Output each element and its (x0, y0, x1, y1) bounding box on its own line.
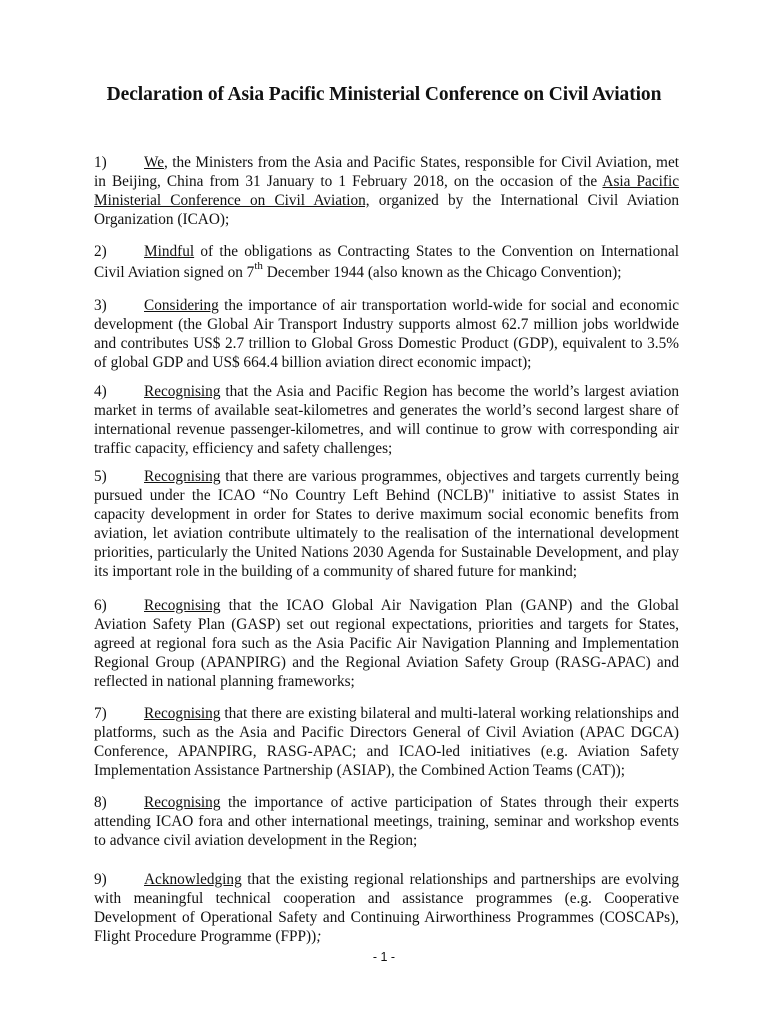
paragraph-number: 3) (94, 297, 107, 314)
paragraph-number: 2) (94, 243, 107, 260)
paragraph-end: ; (316, 927, 322, 945)
paragraph-text: of the obligations as Contracting States to the Convention on International Civil Aviation signed on 7 (94, 243, 679, 281)
paragraph-number: 7) (94, 705, 107, 722)
paragraph-number: 9) (94, 871, 107, 888)
paragraph-text: December 1944 (also known as the Chicago Convention); (262, 264, 622, 281)
paragraph-text: organized by the International Civil Aviation Organization (ICAO); (94, 191, 679, 228)
page-number: - 1 - (372, 950, 396, 964)
conference-name: Asia Pacific Ministerial Conference on Civil Aviation, (94, 172, 679, 209)
paragraph-lead: Recognising (144, 794, 221, 811)
paragraph-lead: Mindful (144, 243, 195, 260)
paragraph-4 (94, 383, 679, 459)
paragraph-lead: Recognising (144, 597, 221, 614)
page-title: Declaration of Asia Pacific Ministerial Conference on Civil Aviation (106, 84, 662, 105)
paragraph-lead: Acknowledging (144, 871, 242, 888)
paragraph-1 (94, 154, 679, 230)
paragraph-5 (94, 468, 679, 581)
superscript: th (254, 260, 263, 272)
paragraph-text: that the existing regional relationships and partnerships are evolving with meaningful technical cooperation and assistance programmes (e.g. Cooperative Development of Operational Safety and Continuing Airworthiness Programmes (COSCAPs), Flight Procedure Programme (FPP)) (94, 871, 679, 945)
paragraph-3 (94, 297, 679, 373)
paragraph-lead: Recognising (144, 705, 221, 722)
paragraph-text: , the Ministers from the Asia and Pacific States, responsible for Civil Aviation, met in Beijing, China from 31 January to 1 February 2018, on the occasion of the (94, 154, 679, 190)
paragraph-number: 6) (94, 597, 107, 614)
paragraph-7 (94, 705, 679, 781)
paragraph-lead: Recognising (144, 468, 221, 485)
paragraph-9 (94, 871, 679, 947)
paragraph-text: that the Asia and Pacific Region has become the world’s largest aviation market in terms of available seat-kilometres and generates the world’s second largest share of international revenue passenger-kilometres, and will continue to grow with corresponding air traffic capacity, efficiency and safety challenges; (94, 383, 679, 457)
paragraph-6 (94, 597, 679, 692)
paragraph-number: 8) (94, 794, 107, 811)
paragraph-text: the importance of air transportation world-wide for social and economic development (the Global Air Transport Industry supports almost 62.7 million jobs worldwide and contributes US$ 2.7 trillion to Global Gross Domestic Product (GDP), equivalent to 3.5% of global GDP and US$ 664.4 billion aviation direct economic impact); (94, 297, 679, 371)
paragraph-number: 4) (94, 383, 107, 400)
paragraph-lead: We (144, 154, 165, 171)
paragraph-8 (94, 794, 679, 851)
paragraph-number: 5) (94, 468, 107, 485)
paragraph-lead: Considering (144, 297, 219, 314)
paragraph-text: that there are existing bilateral and multi-lateral working relationships and platforms, such as the Asia and Pacific Directors General of Civil Aviation (APAC DGCA) Conference, APANPIRG, RASG-APAC; and ICAO-led initiatives (e.g. Aviation Safety Implementation Assistance Partnership (ASIAP), the Combined Action Teams (CAT)); (94, 705, 679, 779)
paragraph-lead: Recognising (144, 383, 221, 400)
paragraph-2 (94, 241, 679, 283)
paragraph-number: 1) (94, 154, 107, 171)
paragraph-text: the importance of active participation of States through their experts attending ICAO fora and other international meetings, training, seminar and workshop events to advance civil aviation development in the Region; (94, 794, 679, 849)
paragraph-text: that there are various programmes, objectives and targets currently being pursued under the ICAO “No Country Left Behind (NCLB)" initiative to assist States in capacity development in order for States to derive maximum social economic benefits from aviation, let aviation contribute ultimately to the realisation of the international development priorities, particularly the United Nations 2030 Agenda for Sustainable Development, and play its important role in the building of a community of shared future for mankind; (94, 468, 679, 580)
paragraph-text: that the ICAO Global Air Navigation Plan (GANP) and the Global Aviation Safety Plan (GASP) set out regional expectations, priorities and targets for States, agreed at regional fora such as the Asia Pacific Air Navigation Planning and Implementation Regional Group (APANPIRG) and the Regional Aviation Safety Group (RASG-APAC) and reflected in national planning frameworks; (94, 597, 679, 690)
